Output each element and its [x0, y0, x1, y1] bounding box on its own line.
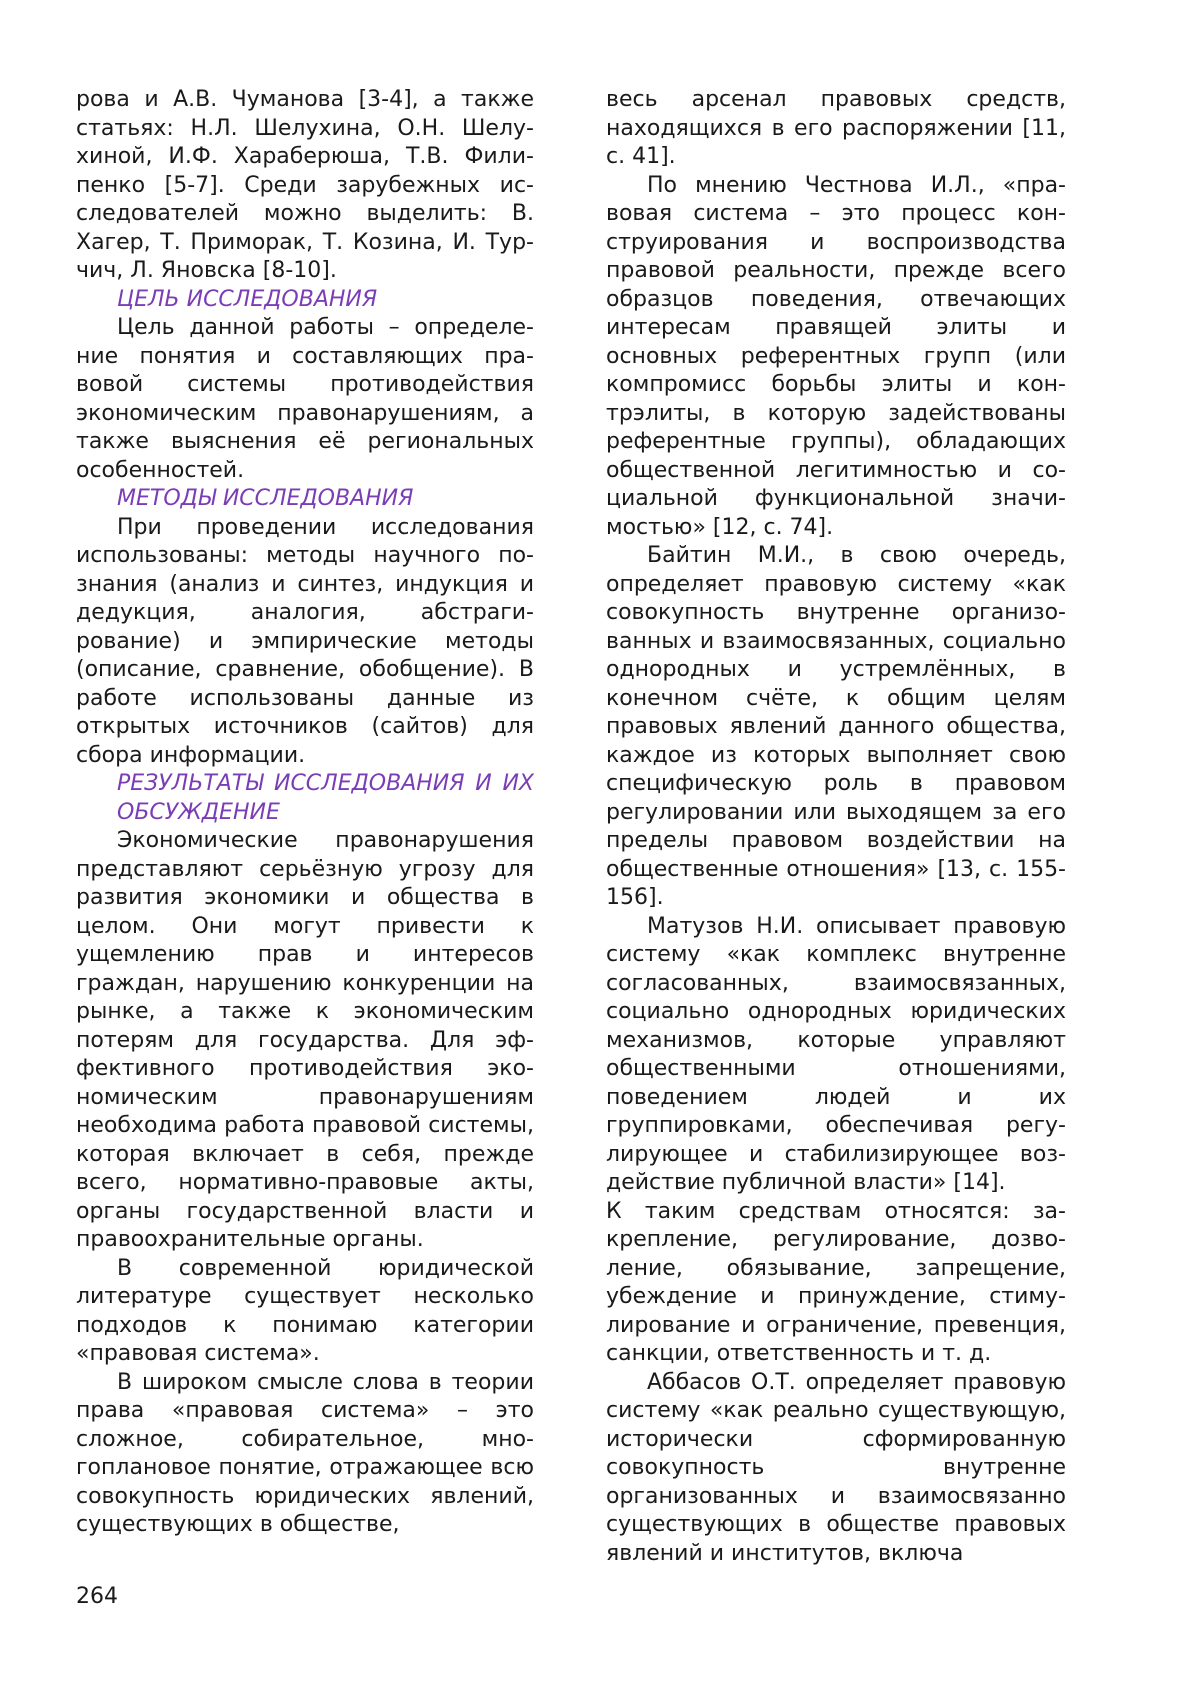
paragraph-baitin: Байтин М.И., в свою очередь, определяет правовую систему «как совокупность внутренне организованных и взаимосвязанных, социально однородных и устремлённых, в конечном счёте, к общим целям правовых явлений данного общества, каждое из которых выполняет свою специфическую роль в правовом регулировании или выходящем за его пределы правовом воздействии на общественные отношения» [13, с. 155-156].: [606, 543, 1066, 910]
paragraph-research-methods: При проведении исследования использованы: методы научного познания (анализ и синтез, индукция и дедукция, аналогия, абстрагирование) и эмпирические методы (описание, сравнение, обобщение). В работе использованы данные из открытых источников (сайтов) для сбора информации.: [76, 514, 534, 768]
paragraph-intro: рова и А.В. Чуманова [3-4], а также статьях: Н.Л. Шелухина, О.Н. Шелухиной, И.Ф. Хараберюша, Т.В. Филипенко [5-7]. Среди зарубежных исследователей можно выделить: В. Хагер, Т. Приморак, Т. Козина, И. Турчич, Л. Яновска [8-10].: [76, 87, 534, 283]
left-column: [76, 86, 534, 1540]
heading-research-methods: МЕТОДЫ ИССЛЕДОВАНИЯ: [117, 486, 414, 511]
paragraph-matuzov: Матузов Н.И. описывает правовую систему «как комплекс внутренне согласованных, взаимосвязанных, социально однородных юридических механизмов, которые управляют общественными отношениями, поведением людей и их группировками, обеспечивая регулирующее и стабилизирующее воздействие публичной власти» [14].: [606, 913, 1066, 1195]
paragraph-continuation: весь арсенал правовых средств, находящихся в его распоряжении [11, с. 41].: [606, 87, 1066, 169]
page-number: 264: [76, 1584, 118, 1609]
paragraph-research-goal: Цель данной работы – определение понятия и составляющих правовой системы противодействия экономическим правонарушениям, а также выяснения её региональных особенностей.: [76, 315, 534, 483]
paragraph-abbasov: Аббасов О.Т. определяет правовую систему «как реально существующую, исторически сформированную совокупность внутренне организованных и взаимосвязанно существующих в обществе правовых явлений и институтов, включа: [606, 1369, 1066, 1566]
heading-results-discussion: РЕЗУЛЬТАТЫ ИССЛЕДОВАНИЯ И ИХ ОБСУЖДЕНИЕ: [117, 771, 534, 825]
right-column: [606, 86, 1066, 1568]
paragraph-chestnov: По мнению Честнова И.Л., «правовая система – это процесс конструирования и воспроизводства правовой реальности, прежде всего образцов поведения, отвечающих интересам правящей элиты и основных референтных групп (или компромисс борьбы элиты и контрэлиты, в которую задействованы референтные группы), обладающих общественной легитимностью и социальной функциональной значимостью» [12, с. 74].: [606, 172, 1066, 540]
paragraph-legal-means: К таким средствам относятся: закрепление, регулирование, дозволение, обязывание, запрещение, убеждение и принуждение, стимулирование и ограничение, превенция, санкции, ответственность и т. д.: [606, 1198, 1066, 1366]
heading-research-goal: ЦЕЛЬ ИССЛЕДОВАНИЯ: [117, 286, 378, 312]
paragraph-economic-offenses: Экономические правонарушения представляют серьёзную угрозу для развития экономики и общества в целом. Они могут привести к ущемлению прав и интересов граждан, нарушению конкуренции на рынке, а также к экономическим потерям для государства. Для эффективного противодействия экономическим правонарушениям необходима работа правовой системы, которая включает в себя, прежде всего, нормативно-правовые акты, органы государственной власти и правоохранительные органы.: [76, 828, 534, 1252]
paragraph-broad-sense: В широком смысле слова в теории права «правовая система» – это сложное, собирательное, многоплановое понятие, отражающее всю совокупность юридических явлений, существующих в обществе,: [76, 1369, 534, 1537]
paragraph-approaches: В современной юридической литературе существует несколько подходов к понимаю категории «правовая система».: [76, 1255, 534, 1366]
